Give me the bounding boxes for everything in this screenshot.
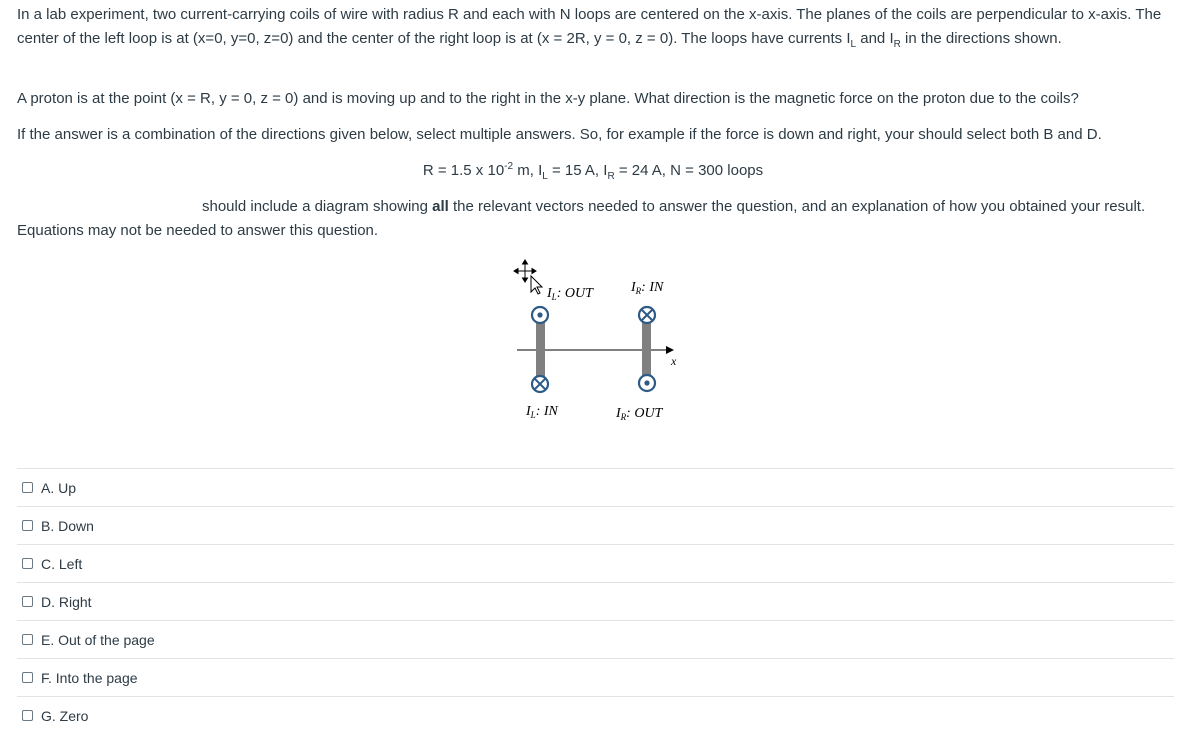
answer-option-into-page[interactable] — [17, 658, 1174, 696]
answer-option-zero[interactable] — [17, 696, 1174, 734]
question-paragraph-setup: In a lab experiment, two current-carrying coils of wire with radius R and each with N loops are centered on the x-axis. The planes of the coils are perpendicular to x-axis. The center of the left loop is at (x=0, y=0, z=0) and the center of the right loop is at (x = 2R, y = 0, z = 0). The loops have currents $I_L$ and $I_R$ in the directions shown. — [17, 6, 1162, 50]
answer-instructions: should include a diagram showing all the relevant vectors needed to answer the question, and an explanation of how you obtained your result. Equations may not be needed to answer this question. — [17, 198, 1146, 239]
answer-option-left[interactable] — [17, 544, 1174, 582]
answer-label: B. Down — [41, 517, 94, 534]
left-coil — [536, 320, 545, 378]
coil-diagram-svg — [505, 256, 695, 426]
answer-checkbox[interactable] — [22, 482, 33, 493]
answer-label: G. Zero — [41, 707, 89, 724]
answer-label: E. Out of the page — [41, 631, 155, 648]
answer-option-right[interactable] — [17, 582, 1174, 620]
answer-checkbox[interactable] — [22, 520, 33, 531]
answer-option-out-of-page[interactable] — [17, 620, 1174, 658]
x-axis-label: x — [671, 354, 677, 368]
label-il-in: $I_L$: IN — [526, 404, 558, 420]
question-paragraph-multiple: If the answer is a combination of the directions given below, select multiple answers. So, for example if the force is down and right, your should select both B and D. — [17, 126, 1102, 143]
label-ir-in: $I_R$: IN — [631, 280, 664, 296]
answer-label: D. Right — [41, 593, 92, 610]
answer-option-up[interactable] — [17, 468, 1174, 506]
move-cursor-icon — [514, 260, 542, 294]
current-out-dot-icon — [639, 375, 655, 391]
label-il-out: $I_L$: OUT — [547, 286, 593, 302]
answer-option-down[interactable] — [17, 506, 1174, 544]
given-values: R = 1.5 x $10^{-2}$ m, $I_L = 15$ A, $I_R = 24$ A, N = 300 loops — [422, 161, 764, 182]
current-out-dot-icon — [532, 307, 548, 323]
answer-checkbox[interactable] — [22, 672, 33, 683]
answer-checkbox[interactable] — [22, 710, 33, 721]
answer-label: F. Into the page — [41, 669, 138, 686]
answer-label: A. Up — [41, 479, 77, 496]
label-ir-out: $I_R$: OUT — [616, 406, 663, 422]
current-in-cross-icon — [639, 307, 655, 323]
answer-checkbox[interactable] — [22, 558, 33, 569]
question-paragraph-proton: A proton is at the point (x = R, y = 0, z = 0) and is moving up and to the right in the x-y plane. What direction is the magnetic force on the proton due to the coils? — [17, 90, 1079, 107]
current-in-cross-icon — [532, 376, 548, 392]
answer-checkbox[interactable] — [22, 596, 33, 607]
answer-label: C. Left — [41, 555, 83, 572]
answer-list — [17, 468, 1174, 734]
coil-diagram — [505, 256, 695, 426]
answer-checkbox[interactable] — [22, 634, 33, 645]
right-coil — [642, 320, 651, 378]
